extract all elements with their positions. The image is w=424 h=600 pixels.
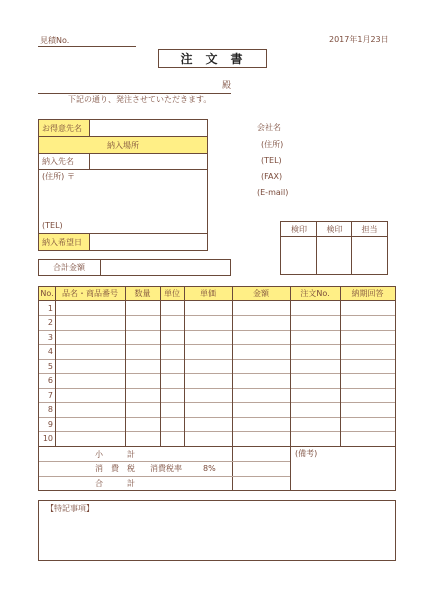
tax-rate-value: 8% <box>203 464 216 473</box>
quote-no-label: 見積No. <box>40 36 70 45</box>
company-address-label: (住所) <box>261 140 284 149</box>
col-amount: 金額 <box>253 289 269 298</box>
row-number: 4 <box>47 347 53 356</box>
stamp-header-1: 検印 <box>291 224 307 234</box>
remarks-label: (備考) <box>295 449 318 458</box>
row-number: 5 <box>47 361 53 371</box>
addressee-underline <box>38 93 231 94</box>
intro-text: 下記の通り、発注させていただきます。 <box>68 95 212 104</box>
company-tel-label: (TEL) <box>261 156 282 165</box>
row-divider <box>39 344 395 345</box>
tax-label: 消 費 税 <box>95 464 135 473</box>
row-divider <box>39 373 395 374</box>
notes-label: 【特記事項】 <box>46 504 94 513</box>
row-number: 8 <box>47 405 53 414</box>
order-date: 2017年1月23日 <box>329 35 389 44</box>
total-amount-label: 合計金額 <box>49 260 101 275</box>
row-divider <box>39 417 395 418</box>
col-unit-price: 単価 <box>200 289 216 298</box>
total-amount-box <box>38 259 231 276</box>
tel-label: (TEL) <box>42 220 63 230</box>
stamp-header-3: 担当 <box>361 224 378 234</box>
quote-no-underline <box>38 46 136 47</box>
title-char-2: 文 <box>205 52 220 66</box>
title-char-1: 注 <box>180 52 195 66</box>
customer-name-label: お得意先名 <box>39 120 90 136</box>
postal-mark: 〒 <box>67 172 75 181</box>
row-divider <box>39 330 395 331</box>
row-number: 9 <box>47 419 53 429</box>
row-divider <box>39 388 395 389</box>
row-divider <box>39 359 395 360</box>
row-number: 2 <box>47 318 53 327</box>
company-name-label: 会社名 <box>257 123 281 132</box>
row-divider <box>39 431 395 432</box>
row-number: 10 <box>42 434 53 443</box>
title-char-3: 書 <box>230 52 245 66</box>
col-order-no: 注文No. <box>300 289 330 298</box>
row-number: 6 <box>47 376 53 385</box>
document-title <box>158 49 267 68</box>
row-number: 1 <box>47 303 53 313</box>
delivery-place-label: 納入場所 <box>39 136 207 154</box>
delivery-name-label: 納入先名 <box>39 153 90 169</box>
address-label: (住所) <box>42 171 65 181</box>
row-number: 3 <box>47 332 53 342</box>
row-divider <box>39 315 395 316</box>
tax-rate-label: 消費税率 <box>150 464 182 473</box>
company-fax-label: (FAX) <box>261 172 283 181</box>
supplier-block <box>38 119 208 251</box>
stamp-header-2: 検印 <box>326 224 343 234</box>
col-no: No. <box>40 289 54 298</box>
honorific: 殿 <box>222 81 232 91</box>
row-number: 7 <box>47 390 53 400</box>
col-item: 品名・商品番号 <box>62 289 118 298</box>
company-email-label: (E-mail) <box>257 188 289 197</box>
desired-date-label: 納入希望日 <box>39 234 90 250</box>
items-table <box>38 286 396 491</box>
notes-box <box>38 500 396 561</box>
col-qty: 数量 <box>134 289 151 298</box>
col-delivery-reply: 納期回答 <box>351 289 384 298</box>
col-unit: 単位 <box>164 289 180 298</box>
row-divider <box>39 402 395 403</box>
subtotal-label: 小 計 <box>95 449 135 459</box>
stamp-box <box>280 221 388 275</box>
total-label: 合 計 <box>95 478 135 488</box>
